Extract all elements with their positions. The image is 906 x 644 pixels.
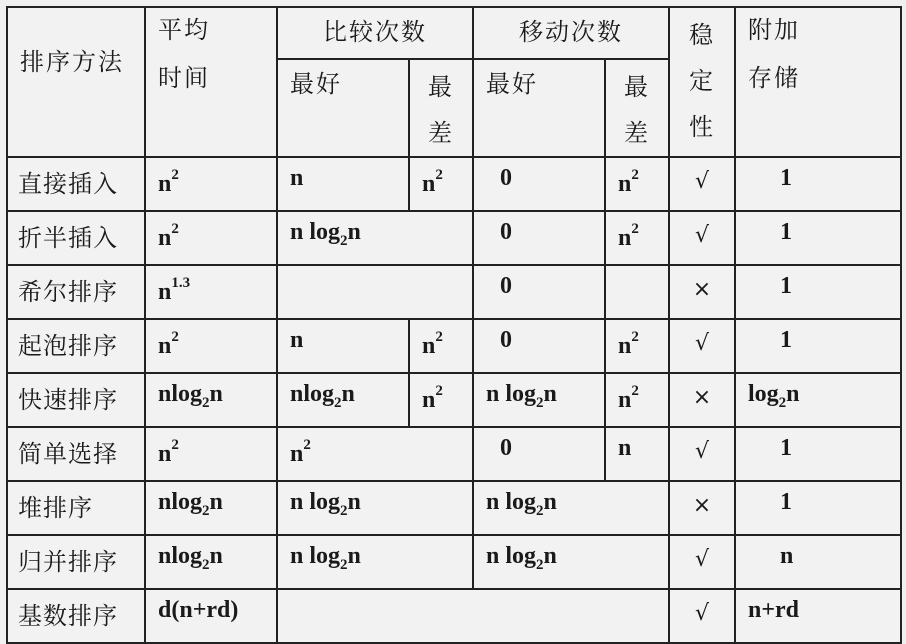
move-worst-cell [605,319,669,373]
method-name-cell [7,211,145,265]
storage-cell [735,535,901,589]
compare-worst-exponent: 2 [435,329,443,345]
compare-count-value-tail: n [347,543,361,569]
compare-count-cell [277,535,473,589]
sorting-comparison-table [6,6,902,644]
compare-worst-exponent: 2 [435,167,443,183]
compare-best-cell [277,319,409,373]
compare-count-log-base: 2 [340,556,348,573]
header-extra-storage-cell [735,7,901,157]
move-worst-cell [605,211,669,265]
move-best-value: 0 [500,165,512,191]
storage-value: n [780,543,794,569]
header-avg-time-line1: 平均 [158,16,210,44]
method-name-cell [7,481,145,535]
compare-worst-value: n [422,171,436,197]
header-compare-worst-cell [409,59,473,157]
header-stable-line2: 定 [689,67,715,95]
stable-cell [669,535,735,589]
stable-mark: √ [694,601,710,626]
move-best-value: n log [486,381,537,407]
storage-cell [735,427,901,481]
move-count-cell [473,535,669,589]
compare-count-value: n log [290,543,341,569]
storage-value: 1 [780,165,792,191]
move-best-cell [473,427,605,481]
table-row [7,589,901,643]
stable-mark: × [692,385,712,410]
move-best-log-base: 2 [536,394,544,411]
header-compare-worst-line2: 差 [428,119,454,147]
method-name: 起泡排序 [18,332,118,360]
stable-mark: × [692,493,712,518]
avg-time-value: nlog [158,381,203,407]
method-name-cell [7,589,145,643]
compare-best-value-tail: n [341,381,355,407]
compare-best-cell [277,157,409,211]
method-name-cell [7,157,145,211]
header-stable-line3: 性 [689,113,715,141]
move-count-log-base: 2 [536,556,544,573]
avg-time-log-base: 2 [202,556,210,573]
storage-cell [735,481,901,535]
avg-time-value: nlog [158,543,203,569]
method-name-cell [7,427,145,481]
stable-mark: √ [694,331,710,356]
header-compare-best: 最好 [290,70,342,98]
move-worst-exponent: 2 [631,167,639,183]
table-row [7,157,901,211]
header-extra-storage-line2: 存储 [748,64,800,92]
header-move-best: 最好 [486,70,538,98]
compare-best-value: n [290,327,304,353]
storage-log-base: 2 [778,394,787,411]
method-name: 折半插入 [18,224,118,252]
compare-worst-value: n [422,387,436,413]
storage-value-tail: n [786,381,800,407]
avg-time-cell [145,427,277,481]
storage-cell [735,589,901,643]
header-move-best-cell [473,59,605,157]
method-name: 快速排序 [18,386,118,414]
move-best-cell [473,211,605,265]
move-best-value-tail: n [543,381,557,407]
avg-time-value: n [158,279,172,305]
avg-time-value: n [158,171,172,197]
move-best-cell [473,265,605,319]
stable-cell [669,427,735,481]
storage-cell [735,265,901,319]
storage-value: 1 [780,219,792,245]
header-avg-time-cell [145,7,277,157]
header-compare-count: 比较次数 [323,18,427,46]
method-name-cell [7,535,145,589]
method-name: 希尔排序 [18,278,118,306]
move-worst-value: n [618,435,632,461]
compare-count-value-tail: n [347,219,361,245]
move-best-value: 0 [500,327,512,353]
stable-mark: √ [694,547,710,572]
compare-count-value: n log [290,219,341,245]
method-name: 归并排序 [18,548,118,576]
header-avg-time-line2: 时间 [158,64,210,92]
avg-time-value: nlog [158,489,203,515]
move-worst-value: n [618,333,632,359]
stable-mark: √ [694,223,710,248]
storage-value: 1 [780,327,792,353]
avg-time-exponent: 2 [171,221,179,237]
method-name: 简单选择 [18,440,118,468]
header-compare-best-cell [277,59,409,157]
header-move-worst-line2: 差 [624,119,650,147]
move-count-log-base: 2 [536,502,544,519]
avg-time-exponent: 1.3 [171,275,191,291]
method-name-cell [7,373,145,427]
move-best-value: 0 [500,273,512,299]
avg-time-exponent: 2 [171,167,179,183]
method-name: 直接插入 [18,170,118,198]
header-move-count-cell [473,7,669,59]
stable-cell [669,265,735,319]
table-row [7,427,901,481]
avg-time-cell [145,319,277,373]
header-compare-worst-line1: 最 [428,73,454,101]
compare-worst-cell [409,373,473,427]
header-extra-storage-line1: 附加 [748,16,800,44]
stable-cell [669,481,735,535]
compare-count-cell [277,427,473,481]
stable-cell [669,319,735,373]
compare-count-exponent: 2 [303,437,311,453]
storage-value: log [748,381,779,407]
avg-time-log-base: 2 [202,502,210,519]
storage-cell [735,319,901,373]
stable-cell [669,211,735,265]
header-move-count: 移动次数 [519,18,623,46]
avg-time-value: d(n+rd) [158,597,239,623]
avg-time-cell [145,211,277,265]
move-count-value: n log [486,543,537,569]
move-count-cell [473,481,669,535]
move-best-value: 0 [500,435,512,461]
header-compare-count-cell [277,7,473,59]
move-worst-value: n [618,225,632,251]
avg-time-value-tail: n [209,489,223,515]
avg-time-cell [145,589,277,643]
storage-value: n+rd [748,597,800,623]
header-method-cell [7,7,145,157]
stable-cell [669,373,735,427]
stable-mark: × [692,277,712,302]
method-name-cell [7,265,145,319]
move-best-cell [473,157,605,211]
counts-cell [277,589,669,643]
avg-time-value: n [158,225,172,251]
compare-worst-cell [409,319,473,373]
compare-count-value: n [290,441,304,467]
move-worst-cell [605,157,669,211]
stable-cell [669,157,735,211]
table-row [7,265,901,319]
header-stable-line1: 稳 [689,21,715,49]
move-best-value: 0 [500,219,512,245]
compare-count-value-tail: n [347,489,361,515]
avg-time-exponent: 2 [171,437,179,453]
move-worst-cell [605,373,669,427]
move-worst-exponent: 2 [631,329,639,345]
storage-value: 1 [780,435,792,461]
table-row [7,481,901,535]
avg-time-value: n [158,441,172,467]
header-stable-cell [669,7,735,157]
compare-best-cell [277,373,409,427]
move-worst-exponent: 2 [631,221,639,237]
avg-time-cell [145,481,277,535]
compare-worst-cell [409,157,473,211]
avg-time-cell [145,157,277,211]
table-row [7,319,901,373]
compare-count-log-base: 2 [340,502,348,519]
header-move-worst-cell [605,59,669,157]
avg-time-log-base: 2 [202,394,210,411]
compare-count-cell [277,265,473,319]
compare-best-value: nlog [290,381,335,407]
compare-count-cell [277,211,473,265]
move-worst-value: n [618,171,632,197]
move-count-value-tail: n [543,543,557,569]
compare-best-log-base: 2 [334,394,342,411]
method-name: 基数排序 [18,602,118,630]
avg-time-exponent: 2 [171,329,179,345]
compare-best-value: n [290,165,304,191]
avg-time-value-tail: n [209,543,223,569]
compare-count-cell [277,481,473,535]
move-worst-value: n [618,387,632,413]
stable-cell [669,589,735,643]
move-worst-cell [605,427,669,481]
avg-time-cell [145,265,277,319]
storage-value: 1 [780,489,792,515]
storage-cell [735,373,901,427]
move-best-cell [473,319,605,373]
compare-count-value: n log [290,489,341,515]
compare-worst-value: n [422,333,436,359]
table-row [7,211,901,265]
move-worst-exponent: 2 [631,383,639,399]
method-name-cell [7,319,145,373]
move-best-cell [473,373,605,427]
header-method: 排序方法 [20,48,124,76]
move-count-value-tail: n [543,489,557,515]
compare-count-log-base: 2 [340,232,348,249]
header-move-worst-line1: 最 [624,73,650,101]
move-count-value: n log [486,489,537,515]
stable-mark: √ [694,169,710,194]
avg-time-cell [145,373,277,427]
storage-cell [735,211,901,265]
stable-mark: √ [694,439,710,464]
avg-time-cell [145,535,277,589]
method-name: 堆排序 [18,494,93,522]
move-worst-cell [605,265,669,319]
table-row [7,373,901,427]
table-row [7,535,901,589]
avg-time-value: n [158,333,172,359]
storage-value: 1 [780,273,792,299]
storage-cell [735,157,901,211]
compare-worst-exponent: 2 [435,383,443,399]
avg-time-value-tail: n [209,381,223,407]
